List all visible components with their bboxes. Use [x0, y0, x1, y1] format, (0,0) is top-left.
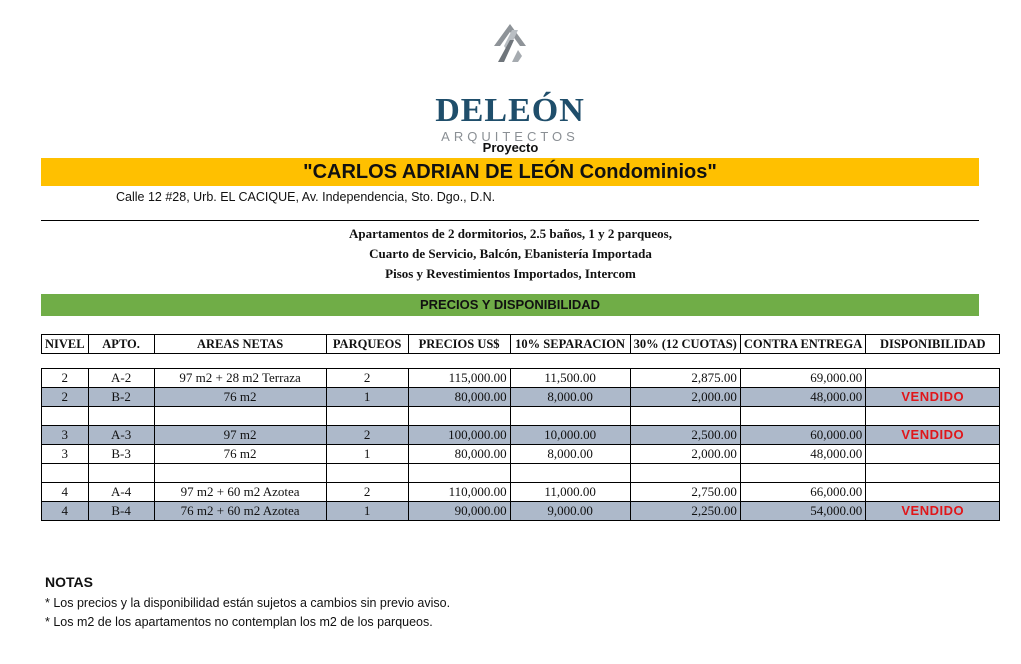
cell-nivel: 4	[42, 483, 89, 502]
cell-separacion: 11,500.00	[510, 369, 630, 388]
cell-cuotas: 2,250.00	[630, 502, 740, 521]
project-title: "CARLOS ADRIAN DE LEÓN Condominios"	[303, 161, 717, 183]
empty-cell	[88, 407, 154, 426]
notes-title: NOTAS	[45, 574, 93, 590]
logo-name: DELEÓN	[435, 92, 585, 129]
cell-disponibilidad	[866, 483, 1000, 502]
description-line: Cuarto de Servicio, Balcón, Ebanistería Importada	[369, 246, 652, 261]
cell-nivel: 3	[42, 426, 89, 445]
spacer-row	[42, 354, 1000, 369]
cell-precio: 80,000.00	[408, 388, 510, 407]
cell-cuotas: 2,000.00	[630, 388, 740, 407]
spacer-cell	[42, 354, 1000, 369]
empty-cell	[408, 464, 510, 483]
cell-separacion: 11,000.00	[510, 483, 630, 502]
cell-contra-entrega: 60,000.00	[740, 426, 865, 445]
empty-cell	[866, 407, 1000, 426]
project-label: Proyecto	[482, 140, 539, 155]
cell-disponibilidad	[866, 369, 1000, 388]
empty-cell	[326, 464, 408, 483]
cell-separacion: 8,000.00	[510, 445, 630, 464]
table-row	[42, 388, 1000, 407]
cell-parqueos: 1	[326, 445, 408, 464]
description-line: Pisos y Revestimientos Importados, Intercom	[385, 266, 636, 281]
header-contra-entrega: CONTRA ENTREGA	[740, 335, 865, 354]
empty-cell	[630, 464, 740, 483]
section-title: PRECIOS Y DISPONIBILIDAD	[41, 294, 979, 316]
price-table	[41, 334, 1000, 521]
cell-precio: 110,000.00	[408, 483, 510, 502]
cell-precio: 115,000.00	[408, 369, 510, 388]
divider	[41, 220, 979, 221]
cell-disponibilidad	[866, 445, 1000, 464]
cell-separacion: 10,000.00	[510, 426, 630, 445]
cell-apto: B-4	[88, 502, 154, 521]
empty-cell	[510, 464, 630, 483]
table-header-row	[42, 335, 1000, 354]
note-item: * Los m2 de los apartamentos no contemplan los m2 de los parqueos.	[45, 615, 433, 629]
cell-parqueos: 2	[326, 483, 408, 502]
header-nivel: NIVEL	[42, 335, 89, 354]
description-line: Apartamentos de 2 dormitorios, 2.5 baños, 1 y 2 parqueos,	[349, 226, 672, 241]
logo-subtitle: ARQUITECTOS	[441, 129, 579, 144]
empty-cell	[630, 407, 740, 426]
empty-cell	[326, 407, 408, 426]
cell-parqueos: 1	[326, 502, 408, 521]
cell-apto: A-3	[88, 426, 154, 445]
cell-precio: 100,000.00	[408, 426, 510, 445]
cell-disponibilidad: VENDIDO	[866, 426, 1000, 445]
header-disponibilidad: DISPONIBILIDAD	[866, 335, 1000, 354]
project-address: Calle 12 #28, Urb. EL CACIQUE, Av. Independencia, Sto. Dgo., D.N.	[116, 190, 496, 204]
cell-disponibilidad: VENDIDO	[866, 502, 1000, 521]
cell-precio: 90,000.00	[408, 502, 510, 521]
project-description	[0, 224, 1021, 284]
cell-contra-entrega: 66,000.00	[740, 483, 865, 502]
cell-contra-entrega: 54,000.00	[740, 502, 865, 521]
cell-apto: B-3	[88, 445, 154, 464]
notes-section	[45, 574, 450, 632]
empty-cell	[154, 407, 326, 426]
empty-cell	[154, 464, 326, 483]
cell-cuotas: 2,750.00	[630, 483, 740, 502]
header-precios: PRECIOS US$	[408, 335, 510, 354]
logo-mark-icon	[490, 22, 530, 66]
empty-cell	[42, 464, 89, 483]
cell-apto: A-4	[88, 483, 154, 502]
cell-contra-entrega: 48,000.00	[740, 445, 865, 464]
cell-separacion: 8,000.00	[510, 388, 630, 407]
empty-cell	[42, 407, 89, 426]
empty-cell	[88, 464, 154, 483]
empty-cell	[740, 407, 865, 426]
cell-parqueos: 2	[326, 426, 408, 445]
cell-separacion: 9,000.00	[510, 502, 630, 521]
cell-areas: 97 m2 + 60 m2 Azotea	[154, 483, 326, 502]
cell-nivel: 2	[42, 388, 89, 407]
cell-cuotas: 2,875.00	[630, 369, 740, 388]
empty-cell	[408, 407, 510, 426]
cell-areas: 97 m2	[154, 426, 326, 445]
cell-areas: 76 m2 + 60 m2 Azotea	[154, 502, 326, 521]
empty-cell	[740, 464, 865, 483]
cell-contra-entrega: 48,000.00	[740, 388, 865, 407]
cell-parqueos: 2	[326, 369, 408, 388]
header-cuotas: 30% (12 CUOTAS)	[630, 335, 740, 354]
cell-nivel: 2	[42, 369, 89, 388]
header-parqueos: PARQUEOS	[326, 335, 408, 354]
empty-cell	[866, 464, 1000, 483]
header-apto: APTO.	[88, 335, 154, 354]
cell-precio: 80,000.00	[408, 445, 510, 464]
cell-nivel: 3	[42, 445, 89, 464]
cell-nivel: 4	[42, 502, 89, 521]
empty-row	[42, 464, 1000, 483]
cell-contra-entrega: 69,000.00	[740, 369, 865, 388]
company-logo	[420, 22, 600, 144]
table-row	[42, 426, 1000, 445]
cell-apto: B-2	[88, 388, 154, 407]
cell-apto: A-2	[88, 369, 154, 388]
cell-parqueos: 1	[326, 388, 408, 407]
header-separacion: 10% SEPARACION	[510, 335, 630, 354]
table-row	[42, 369, 1000, 388]
note-item: * Los precios y la disponibilidad están sujetos a cambios sin previo aviso.	[45, 596, 451, 610]
table-row	[42, 445, 1000, 464]
cell-cuotas: 2,000.00	[630, 445, 740, 464]
cell-areas: 76 m2	[154, 388, 326, 407]
empty-row	[42, 407, 1000, 426]
cell-cuotas: 2,500.00	[630, 426, 740, 445]
cell-areas: 76 m2	[154, 445, 326, 464]
project-title-bar	[41, 158, 979, 186]
table-row	[42, 502, 1000, 521]
cell-areas: 97 m2 + 28 m2 Terraza	[154, 369, 326, 388]
cell-disponibilidad: VENDIDO	[866, 388, 1000, 407]
header-areas: AREAS NETAS	[154, 335, 326, 354]
empty-cell	[510, 407, 630, 426]
table-row	[42, 483, 1000, 502]
